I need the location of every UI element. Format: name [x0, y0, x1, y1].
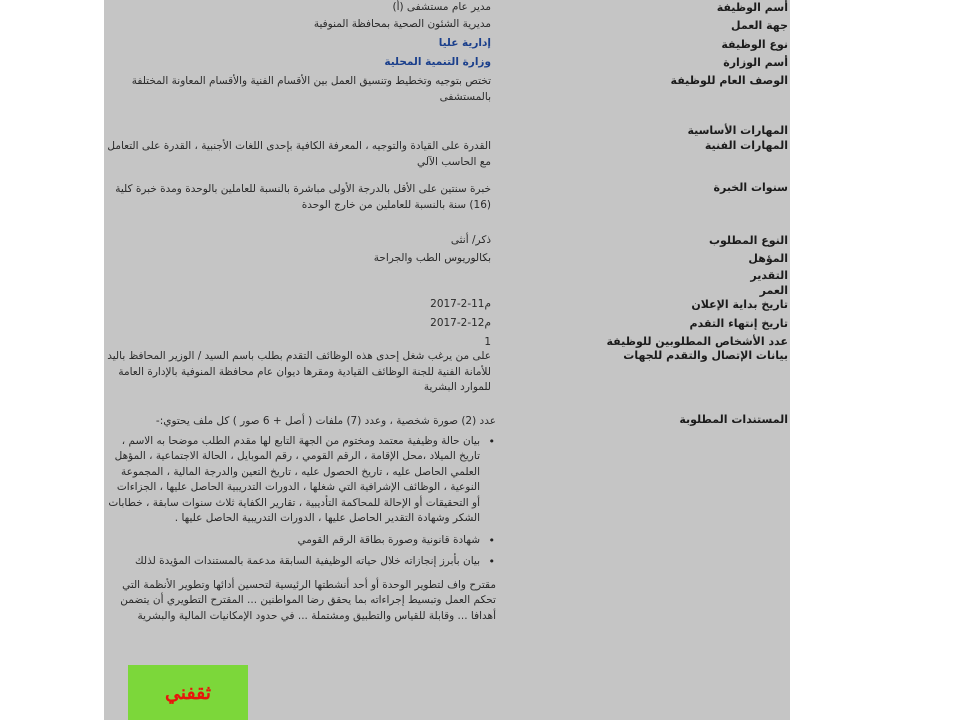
documents-intro: عدد (2) صورة شخصية ، وعدد (7) ملفات ( أصل + 6 صور ) كل ملف يحتوي:- [155, 415, 496, 427]
bullet-icon: • [488, 434, 495, 448]
label-contact: بيانات الإتصال والتقدم للجهات [623, 349, 788, 362]
value-end-date: 2017-2-12م [430, 317, 491, 329]
value-contact: على من يرغب شغل إحدى هذه الوظائف التقدم بطلب باسم السيد / الوزير المحافظ باليد للأمانة الفنية للجنة الوظائف القيادية ومقرها ديوان عام محافظة المنوفية بالإدارة العامة للموارد البشرية [107, 350, 491, 393]
documents-item-text: بيان حالة وظيفية معتمد ومختوم من الجهة التابع لها مقدم الطلب موضحا به الاسم ، تاريخ الميلاد ،محل الإقامة ، الرقم القومي ، رقم الموبايل ، الحالة الاجتماعية ، المؤهل العلمي الحاصل عليه ، تاريخ الحصول عليه ، تاريخ التعين والدرجة المالية ، المجموعة النوعية ، الوظائف الإشرافية التي شغلها ، الدورات التدريبية الحاصل عليها ، الجزاءات أو التحقيقات أو الإحالة للمحاكمة التأديبية ، تقارير الكفاية ثلاث سنوات سابقة ، خطابات الشكر وشهادة التقدير الحاصل عليها ، الدورات التدريبية الحاصل عليها . [108, 434, 480, 524]
documents-proposal: مقترح واف لتطوير الوحدة أو أحد أنشطتها الرئيسية لتحسين أدائها وتطوير الأنظمة التي تحكم العمل وتبسيط إجراءاته بما يحقق رضا المواطنين ... المقترح التطويري أن يتضمن أهدافا ... وقابلة للقياس والتطبيق ومشتملة ... في حدود الإمكانيات المالية والبشرية [120, 578, 496, 622]
logo-text: ثقفني [164, 681, 212, 704]
label-documents: المستندات المطلوبة [679, 413, 788, 426]
bullet-icon: • [488, 555, 495, 568]
list-item [106, 434, 495, 527]
value-gender: ذكر/ أنثى [450, 234, 491, 246]
documents-item-text: شهادة قانونية وصورة بطاقة الرقم القومي [297, 533, 480, 546]
label-experience: سنوات الخبرة [713, 181, 788, 194]
value-employer: مديرية الشئون الصحية بمحافظة المنوفية [313, 18, 491, 30]
list-item [106, 533, 495, 549]
label-job-type: نوع الوظيفة [721, 38, 788, 51]
documents-item-text: بيان بأبرز إنجازاته خلال حياته الوظيفية السابقة مدعمة بالمستندات المؤيدة لذلك [135, 555, 480, 567]
value-qualification: بكالوريوس الطب والجراحة [373, 252, 491, 264]
value-tech-skills: القدرة على القيادة والتوجيه ، المعرفة الكافية بإحدى اللغات الأجنبية ، القدرة على التعامل مع الحاسب الآلي [107, 140, 491, 168]
label-ministry: أسم الوزارة [723, 56, 788, 69]
label-age: العمر [759, 284, 788, 297]
label-count: عدد الأشخاص المطلوبين للوظيفة [606, 335, 788, 348]
value-count: 1 [484, 336, 491, 348]
value-job-type: إدارية عليا [438, 37, 491, 49]
label-start-date: تاريخ بداية الإعلان [691, 298, 788, 311]
value-experience: خبرة سنتين على الأقل بالدرجة الأولى مباشرة بالنسبة للعاملين بالوحدة ومدة خبرة كلية (16) سنة بالنسبة للعاملين من خارج الوحدة [115, 183, 491, 211]
label-end-date: تاريخ إنتهاء التقدم [689, 317, 788, 330]
list-item [106, 554, 495, 570]
documents-block [106, 414, 496, 624]
bullet-icon: • [488, 533, 495, 547]
label-basic-skills: المهارات الأساسية [687, 124, 788, 137]
label-employer: جهة العمل [731, 19, 788, 32]
value-description: تختص بتوجيه وتخطيط وتنسيق العمل بين الأقسام الفنية والأقسام المعاونة المختلفة بالمستشفى [131, 75, 491, 103]
logo-badge [128, 665, 248, 720]
label-gender: النوع المطلوب [708, 234, 788, 247]
job-document [104, 0, 790, 720]
label-qualification: المؤهل [748, 252, 788, 265]
label-grade: التقدير [750, 269, 788, 282]
documents-list [106, 434, 496, 570]
value-start-date: 2017-2-11م [430, 298, 491, 310]
value-ministry: وزارة التنمية المحلية [384, 56, 491, 68]
value-job-name: مدير عام مستشفى (أ) [392, 1, 491, 13]
label-description: الوصف العام للوظيفة [670, 74, 788, 87]
label-job-name: أسم الوظيفة [716, 1, 788, 14]
label-tech-skills: المهارات الفنية [704, 139, 788, 152]
